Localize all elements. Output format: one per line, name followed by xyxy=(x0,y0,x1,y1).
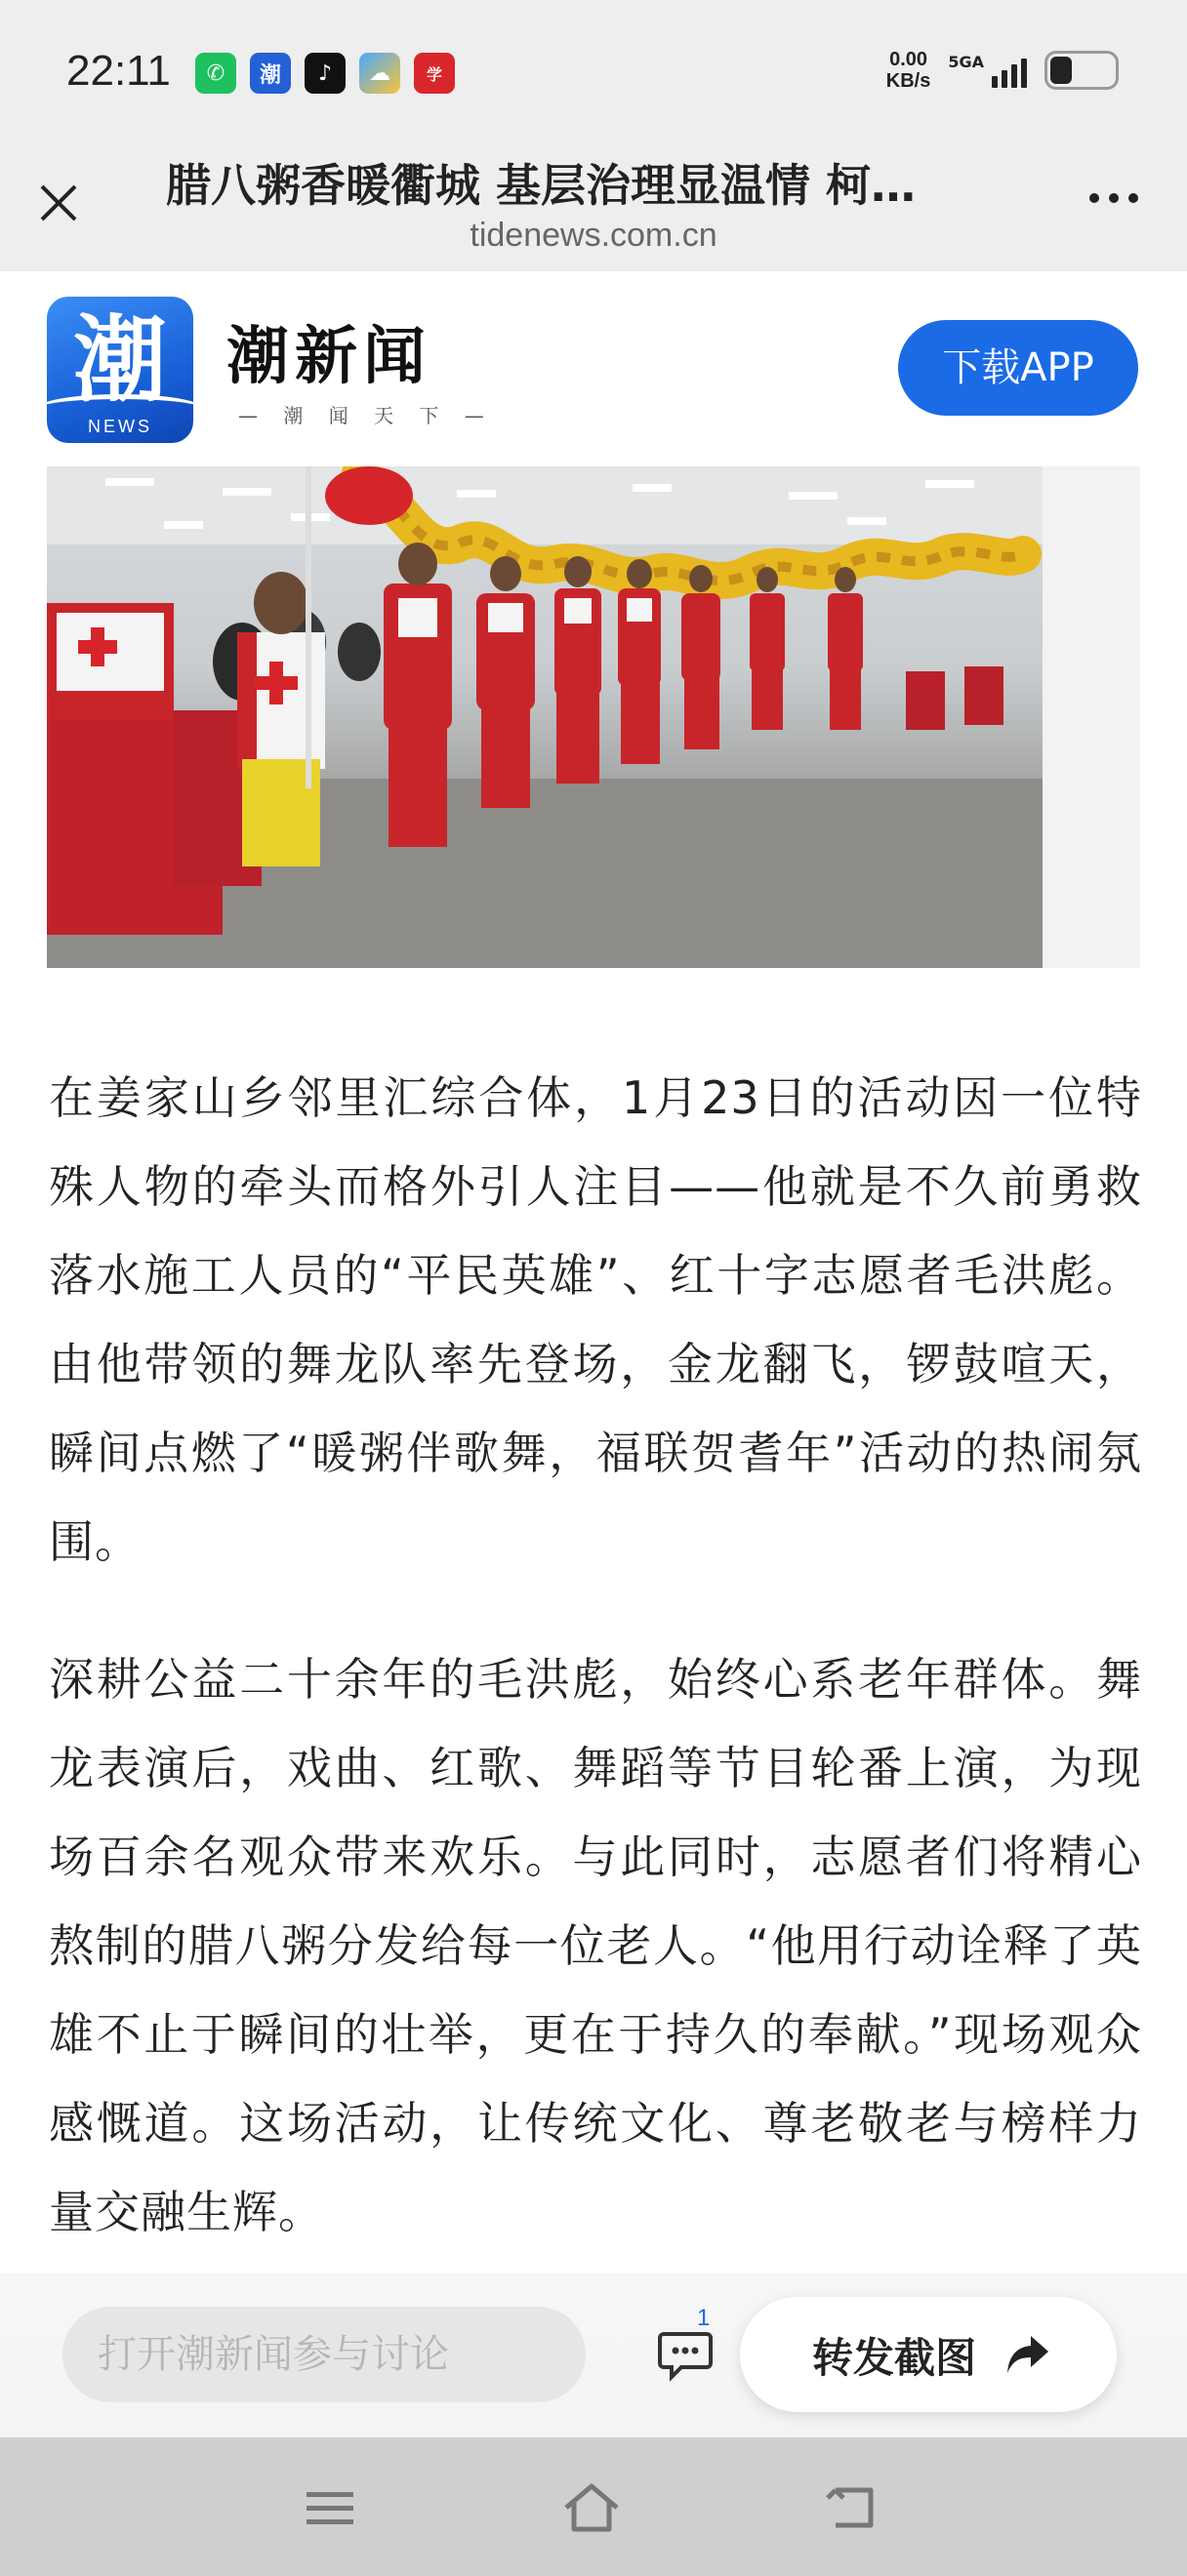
more-options-icon[interactable] xyxy=(1089,193,1138,203)
app-name: 潮新闻 xyxy=(226,321,431,393)
home-icon[interactable] xyxy=(560,2476,623,2539)
comment-input[interactable]: 打开潮新闻参与讨论 xyxy=(62,2307,586,2402)
status-bar xyxy=(0,0,1187,137)
share-screenshot-label: 转发截图 xyxy=(812,2334,977,2382)
page-title: 腊八粥香暖衢城 基层治理显温情 柯… xyxy=(166,159,917,212)
app-download-banner xyxy=(0,271,1187,466)
article-paragraph: 深耕公益二十余年的毛洪彪，始终心系老年群体。舞龙表演后，戏曲、红歌、舞蹈等节目轮番上演，为现场百余名观众带来欢乐。与此同时，志愿者们将精心熬制的腊八粥分发给每一位老人。“他用行动诠释了英雄不止于瞬间的壮举，更在于持久的奉献。”现场观众感慨道。这场活动，让传统文化、尊老敬老与榜样力量交融生辉。 xyxy=(49,1653,1142,2238)
wechat-icon: ✆ xyxy=(195,53,236,94)
xuexi-icon: 学 xyxy=(414,53,455,94)
download-app-button[interactable]: 下载APP xyxy=(898,320,1138,416)
dragon-dance-scene xyxy=(47,466,1140,968)
page-url: tidenews.com.cn xyxy=(470,217,717,254)
article-photo xyxy=(47,466,1140,968)
signal-icon xyxy=(948,53,1027,88)
status-time: 22:11 xyxy=(66,47,171,95)
comment-count-badge: 1 xyxy=(697,2305,711,2331)
battery-fill xyxy=(1050,57,1072,84)
app-logo-text: NEWS xyxy=(88,417,152,436)
status-app-icons xyxy=(195,53,455,94)
back-icon[interactable] xyxy=(822,2476,884,2539)
battery-icon xyxy=(1044,51,1119,90)
network-speed-value: 0.00 xyxy=(889,49,928,70)
tiktok-icon: ♪ xyxy=(305,53,346,94)
comment-icon[interactable] xyxy=(656,2324,715,2383)
cloud-app-icon: ☁ xyxy=(359,53,400,94)
app-logo xyxy=(47,297,193,443)
network-speed-unit: KB/s xyxy=(885,70,931,92)
network-type-label: 5GA xyxy=(948,53,984,71)
share-arrow-icon xyxy=(1003,2330,1052,2379)
app-slogan: — 潮 闻 天 下 — xyxy=(238,404,494,427)
network-speed xyxy=(886,49,931,92)
bottom-action-bar xyxy=(0,2274,1187,2437)
article-paragraph: 在姜家山乡邻里汇综合体，1月23日的活动因一位特殊人物的牵头而格外引人注目——他就是不久前勇救落水施工人员的“平民英雄”、红十字志愿者毛洪彪。由他带领的舞龙队率先登场，金龙翻飞，锣鼓喧天，瞬间点燃了“暖粥伴歌舞，福联贺耆年”活动的热闹氛围。 xyxy=(49,1071,1142,1568)
app-logo-glyph: 潮 xyxy=(73,305,167,415)
system-nav-bar xyxy=(0,2437,1187,2576)
status-indicators xyxy=(886,49,1119,92)
share-screenshot-button[interactable] xyxy=(740,2297,1117,2412)
browser-header xyxy=(0,137,1187,271)
chao-news-icon: 潮 xyxy=(250,53,291,94)
menu-icon[interactable] xyxy=(299,2476,361,2539)
article-body xyxy=(49,1054,1142,2306)
